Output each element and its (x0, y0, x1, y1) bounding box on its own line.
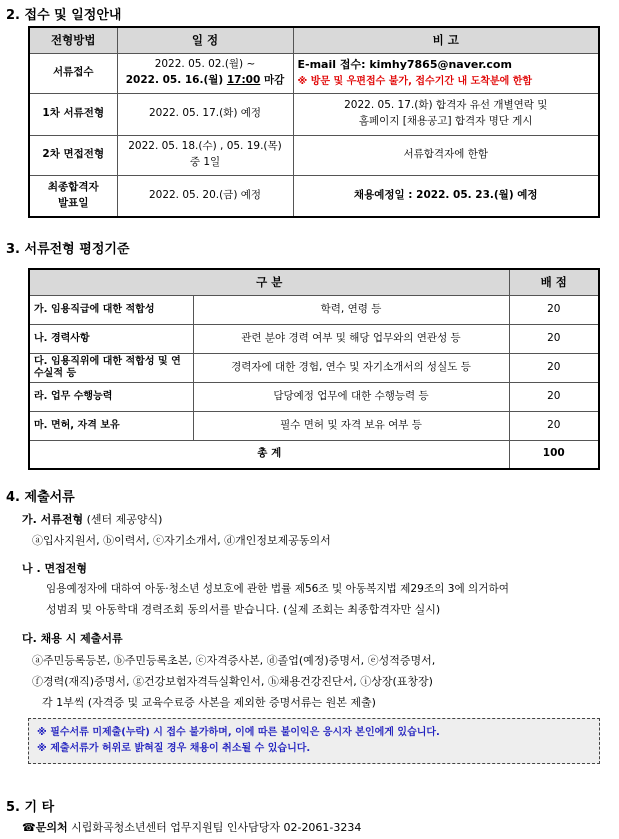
ga-subtitle: (센터 제공양식) (83, 513, 163, 526)
criteria-desc: 필수 면허 및 자격 보유 여부 등 (193, 411, 509, 440)
contact-line (22, 819, 361, 835)
schedule-header-note: 비 고 (293, 27, 599, 53)
criteria-score: 20 (509, 411, 599, 440)
na-line1: 임용예정자에 대하여 아동·청소년 성보호에 관한 법률 제56조 및 아동복지법 제29조의 3에 의거하여 (46, 583, 509, 595)
criteria-header-row (29, 269, 599, 295)
section-3-title: 3. 서류전형 평정기준 (6, 242, 130, 257)
schedule-cell-name (29, 175, 117, 217)
application-warning: ※ 방문 및 우편접수 불가, 접수기간 내 도착분에 한함 (297, 75, 533, 87)
schedule-table (28, 26, 600, 218)
criteria-desc: 관련 분야 경력 여부 및 해당 업무와의 연관성 등 (193, 324, 509, 353)
ga-heading (22, 511, 162, 527)
criteria-table (28, 268, 600, 470)
deadline-suffix: 마감 (260, 74, 285, 86)
schedule-cell-name: 서류접수 (29, 53, 117, 93)
schedule-row-interview (29, 135, 599, 175)
date-line2: 중 1일 (189, 156, 221, 168)
criteria-score: 20 (509, 353, 599, 382)
date-line1: 2022. 05. 18.(수) , 05. 19.(목) (128, 140, 282, 153)
criteria-header-score: 배 점 (509, 269, 599, 295)
note-line2: 홈페이지 [채용공고] 합격자 명단 게시 (358, 115, 533, 127)
na-title: 나 . 면접전형 (22, 562, 87, 575)
da-line2: ⓕ경력(재직)증명서, ⓖ건강보험자격득실확인서, ⓗ채용건강진단서, ⓘ상장(표창장) (32, 675, 433, 688)
ga-items: ⓐ입사지원서, ⓑ이력서, ⓒ자기소개서, ⓓ개인정보제공동의서 (32, 534, 331, 547)
criteria-total-label: 총 계 (29, 440, 509, 469)
criteria-desc: 담당예정 업무에 대한 수행능력 등 (193, 382, 509, 411)
criteria-header-category: 구 분 (29, 269, 509, 295)
criteria-total-value: 100 (509, 440, 599, 469)
contact-label: ☎문의처 (22, 821, 68, 834)
schedule-cell-name: 2차 면접전형 (29, 135, 117, 175)
schedule-cell-name: 1차 서류전형 (29, 93, 117, 135)
schedule-cell-date (117, 135, 293, 175)
notice-line2: ※ 제출서류가 허위로 밝혀질 경우 채용이 취소될 수 있습니다. (37, 743, 311, 754)
criteria-row (29, 382, 599, 411)
section-5-title: 5. 기 타 (6, 800, 55, 815)
schedule-cell-note: 서류합격자에 한함 (293, 135, 599, 175)
schedule-row-application (29, 53, 599, 93)
criteria-score: 20 (509, 324, 599, 353)
email-info: E-mail 접수: kimhy7865@naver.com (297, 58, 512, 72)
deadline-time: 17:00 (226, 74, 261, 86)
schedule-row-final (29, 175, 599, 217)
notice-box (28, 718, 600, 764)
name-line1: 최종합격자 (47, 181, 99, 193)
da-title: 다. 채용 시 제출서류 (22, 632, 123, 645)
criteria-row (29, 295, 599, 324)
schedule-header-row (29, 27, 599, 53)
criteria-total-row (29, 440, 599, 469)
criteria-row (29, 324, 599, 353)
section-2-title: 2. 접수 및 일정안내 (6, 8, 122, 23)
schedule-date-line2 (122, 73, 289, 89)
schedule-cell-note (293, 53, 599, 93)
ga-title: 가. 서류전형 (22, 513, 84, 526)
schedule-cell-note: 채용예정일 : 2022. 05. 23.(월) 예정 (293, 175, 599, 217)
criteria-row (29, 411, 599, 440)
da-line1: ⓐ주민등록등본, ⓑ주민등록초본, ⓒ자격증사본, ⓓ졸업(예정)증명서, ⓔ성적증명서, (32, 654, 436, 667)
schedule-cell-date: 2022. 05. 20.(금) 예정 (117, 175, 293, 217)
criteria-item: 가. 임용직급에 대한 적합성 (29, 295, 193, 324)
criteria-row (29, 353, 599, 382)
note-line1: 2022. 05. 17.(화) 합격자 유선 개별연락 및 (344, 99, 548, 112)
deadline-date: 2022. 05. 16.(월) (125, 74, 227, 86)
schedule-header-method: 전형방법 (29, 27, 117, 53)
schedule-row-document (29, 93, 599, 135)
schedule-header-date: 일 정 (117, 27, 293, 53)
notice-line1: ※ 필수서류 미제출(누락) 시 접수 불가하며, 이에 따른 불이익은 응시자 본인에게 있습니다. (37, 727, 440, 738)
schedule-cell-date (117, 53, 293, 93)
schedule-cell-date: 2022. 05. 17.(화) 예정 (117, 93, 293, 135)
da-line3: 각 1부씩 (자격증 및 교육수료증 사본을 제외한 증명서류는 원본 제출) (42, 696, 376, 709)
schedule-cell-note (293, 93, 599, 135)
criteria-item: 다. 임용직위에 대한 적합성 및 연수실적 등 (29, 353, 193, 382)
criteria-item: 나. 경력사항 (29, 324, 193, 353)
criteria-score: 20 (509, 295, 599, 324)
na-line2: 성범죄 및 아동학대 경력조회 동의서를 받습니다. (실제 조회는 최종합격자만 실시) (46, 603, 441, 616)
criteria-score: 20 (509, 382, 599, 411)
criteria-desc: 경력자에 대한 경험, 연수 및 자기소개서의 성실도 등 (193, 353, 509, 382)
contact-text: 시립화곡청소년센터 업무지원팀 인사담당자 02-2061-3234 (67, 821, 362, 834)
criteria-desc: 학력, 연령 등 (193, 295, 509, 324)
section-4-title: 4. 제출서류 (6, 490, 75, 505)
schedule-date-line1: 2022. 05. 02.(월) ~ (154, 58, 256, 71)
name-line2: 발표일 (58, 196, 89, 209)
criteria-item: 라. 업무 수행능력 (29, 382, 193, 411)
criteria-item: 마. 면허, 자격 보유 (29, 411, 193, 440)
